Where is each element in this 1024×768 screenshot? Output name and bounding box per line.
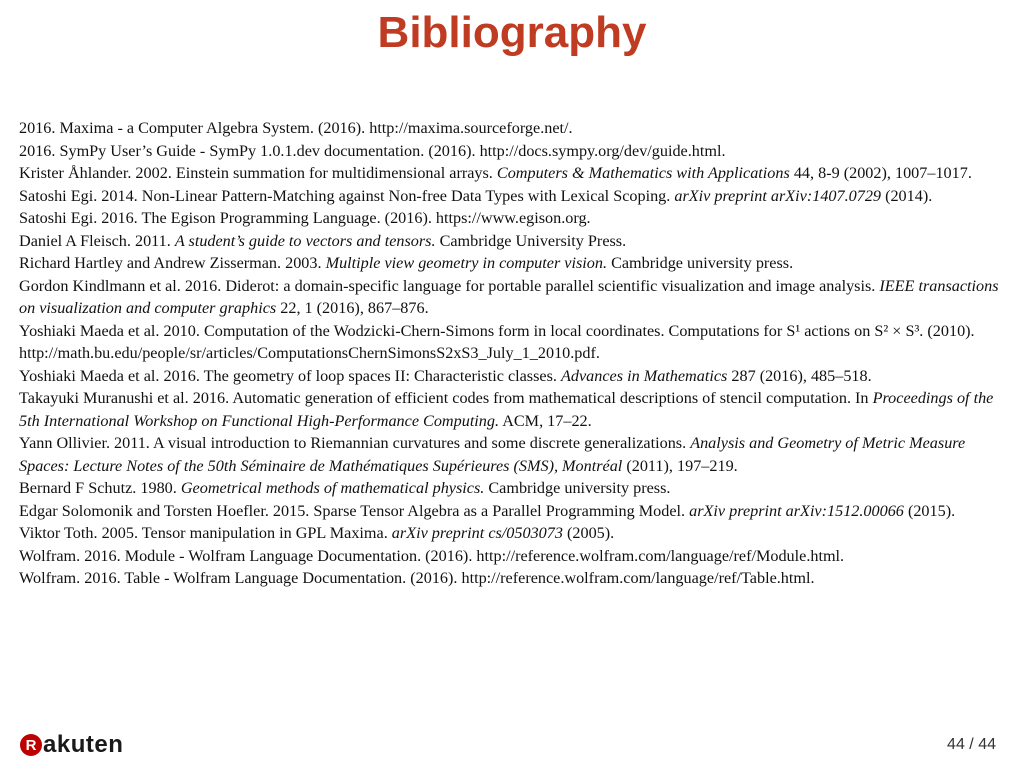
rakuten-r-icon: R xyxy=(20,734,42,756)
reference-venue: Geometrical methods of mathematical physics. xyxy=(180,479,485,497)
reference-entry xyxy=(19,117,1005,140)
slide-title: Bibliography xyxy=(377,8,647,57)
reference-text: (2014). xyxy=(881,186,933,205)
reference-text: Bernard F Schutz. 1980. xyxy=(19,479,181,497)
reference-venue: Multiple view geometry in computer vision. xyxy=(325,254,608,272)
reference-text: Cambridge University Press. xyxy=(435,231,627,250)
reference-text: 44, 8-9 (2002), 1007–1017. xyxy=(789,164,972,182)
reference-venue: Proceedings of the 5th International Workshop on Functional High-Performance Computing. xyxy=(19,389,994,430)
reference-text: Yann Ollivier. 2011. A visual introduction to Riemannian curvatures and some discrete generalizations. xyxy=(19,434,691,452)
reference-text: Wolfram. 2016. Module - Wolfram Language Documentation. (2016). http://reference.wolfram.com/language/ref/Module.html. xyxy=(19,546,845,565)
reference-entry xyxy=(19,567,1005,590)
reference-entry xyxy=(19,275,1005,320)
reference-entry xyxy=(19,387,1005,432)
reference-text: Takayuki Muranushi et al. 2016. Automatic generation of efficient codes from mathematical descriptions of stencil computation. In xyxy=(19,389,873,407)
reference-text: Gordon Kindlmann et al. 2016. Diderot: a domain-specific language for portable parallel scientific visualization and image analysis. xyxy=(19,276,880,295)
reference-entry xyxy=(19,320,1005,365)
reference-venue: arXiv preprint arXiv:1512.00066 xyxy=(689,501,904,520)
page-separator: / xyxy=(969,736,974,753)
reference-text: Satoshi Egi. 2016. The Egison Programming Language. (2016). https://www.egison.org. xyxy=(19,209,591,227)
page-indicator xyxy=(947,736,996,754)
reference-venue: A student’s guide to vectors and tensors. xyxy=(174,231,436,250)
reference-text: Daniel A Fleisch. 2011. xyxy=(19,231,175,250)
reference-entry xyxy=(19,477,1005,500)
reference-entry xyxy=(19,432,1005,477)
reference-entry xyxy=(19,365,1005,388)
reference-text: 2016. SymPy User’s Guide - SymPy 1.0.1.dev documentation. (2016). http://docs.sympy.org/dev/guide.html. xyxy=(19,141,726,160)
rakuten-logo xyxy=(20,730,123,760)
reference-text: (2011), 197–219. xyxy=(622,456,738,475)
reference-text: Yoshiaki Maeda et al. 2010. Computation of the Wodzicki-Chern-Simons form in local coordinates. Computations for S¹ actions on S² × S³. (2010). http://math.bu.edu/people/sr/articles/ComputationsChernSimonsS2xS3_July_1_2010.pdf. xyxy=(19,321,975,362)
reference-text: ACM, 17–22. xyxy=(499,411,592,430)
reference-text: Wolfram. 2016. Table - Wolfram Language Documentation. (2016). http://reference.wolfram.com/language/ref/Table.html. xyxy=(19,569,815,587)
reference-venue: IEEE transactions on visualization and computer graphics xyxy=(19,276,999,317)
reference-text: Edgar Solomonik and Torsten Hoefler. 2015. Sparse Tensor Algebra as a Parallel Programming Model. xyxy=(19,501,690,520)
reference-entry xyxy=(19,252,1005,275)
reference-text: (2005). xyxy=(562,524,615,542)
current-page: 44 xyxy=(947,736,965,753)
reference-text: Cambridge university press. xyxy=(484,479,671,497)
reference-text: (2015). xyxy=(903,501,956,520)
reference-entry xyxy=(19,522,1005,545)
reference-entry xyxy=(19,230,1005,253)
total-pages: 44 xyxy=(978,736,996,753)
reference-venue: Advances in Mathematics xyxy=(561,366,728,385)
reference-entry xyxy=(19,185,1005,208)
reference-entry xyxy=(19,207,1005,230)
reference-text: Richard Hartley and Andrew Zisserman. 2003. xyxy=(19,254,326,272)
reference-entry xyxy=(19,500,1005,523)
reference-text: Satoshi Egi. 2014. Non-Linear Pattern-Matching against Non-free Data Types with Lexical Scoping. xyxy=(19,186,675,205)
reference-text: 2016. Maxima - a Computer Algebra System. (2016). http://maxima.sourceforge.net/. xyxy=(19,119,573,137)
reference-entry xyxy=(19,162,1005,185)
reference-venue: Analysis and Geometry of Metric Measure Spaces: Lecture Notes of the 50th Séminaire de Mathématiques Supérieures (SMS), Montréal xyxy=(19,434,966,475)
reference-text: 287 (2016), 485–518. xyxy=(727,366,872,385)
rakuten-wordmark: akuten xyxy=(43,731,124,758)
reference-text: 22, 1 (2016), 867–876. xyxy=(276,299,429,317)
reference-entry xyxy=(19,545,1005,568)
reference-venue: arXiv preprint arXiv:1407.0729 xyxy=(674,186,882,205)
reference-venue: arXiv preprint cs/0503073 xyxy=(391,524,563,542)
reference-entry xyxy=(19,140,1005,163)
reference-text: Viktor Toth. 2005. Tensor manipulation in GPL Maxima. xyxy=(19,524,392,542)
reference-text: Cambridge university press. xyxy=(607,254,794,272)
reference-venue: Computers & Mathematics with Applications xyxy=(496,164,790,182)
reference-text: Krister Åhlander. 2002. Einstein summation for multidimensional arrays. xyxy=(19,164,497,182)
bibliography-list xyxy=(19,117,1005,590)
reference-text: Yoshiaki Maeda et al. 2016. The geometry of loop spaces II: Characteristic classes. xyxy=(19,366,561,385)
